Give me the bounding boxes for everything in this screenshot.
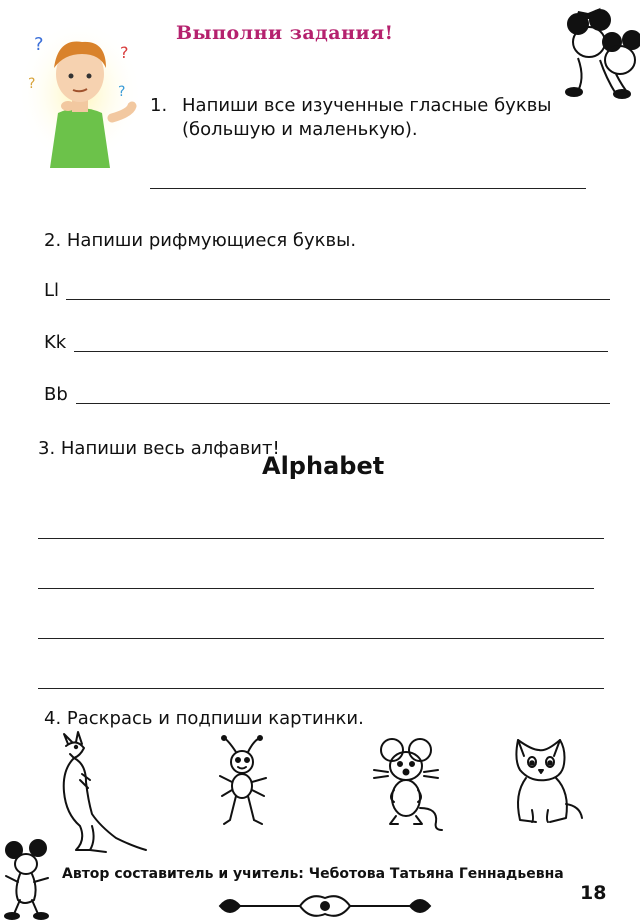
task-2-row-label: Ll — [44, 280, 60, 301]
task-2-row-label: Kk — [44, 332, 67, 353]
task-2-row-label: Bb — [44, 384, 68, 405]
thinking-boy-illustration — [20, 18, 150, 168]
svg-text:?: ? — [118, 84, 126, 100]
alphabet-answer-line[interactable] — [38, 538, 604, 539]
kangaroo-picture[interactable] — [40, 730, 150, 860]
mouse-picture[interactable] — [368, 736, 448, 832]
author-credit: Автор составитель и учитель: Чеботова Татьяна Геннадьевна — [62, 866, 564, 882]
svg-text:?: ? — [34, 34, 44, 55]
task-2-answer-line[interactable] — [74, 351, 608, 352]
page-title: Выполни задания! — [176, 22, 394, 44]
task-1-number: 1. — [150, 95, 168, 116]
task-1-text: Напиши все изученные гласные буквы (большую и маленькую). — [182, 95, 552, 140]
ornament-flourish — [210, 888, 440, 922]
task-3-text: 3. Напиши весь алфавит! — [38, 438, 280, 459]
kitten-picture[interactable] — [506, 734, 586, 830]
mickey-minnie-illustration — [556, 8, 638, 98]
task-2-answer-line[interactable] — [66, 299, 610, 300]
alphabet-answer-line[interactable] — [38, 638, 604, 639]
svg-text:?: ? — [28, 76, 36, 92]
alphabet-heading: Alphabet — [262, 452, 385, 480]
task-1-answer-line[interactable] — [150, 188, 586, 189]
svg-text:?: ? — [120, 43, 129, 62]
task-4-text: 4. Раскрась и подпиши картинки. — [44, 708, 364, 729]
alphabet-answer-line[interactable] — [38, 588, 594, 589]
page-number: 18 — [580, 882, 607, 904]
task-2-text: 2. Напиши рифмующиеся буквы. — [44, 230, 357, 251]
task-2-answer-line[interactable] — [76, 403, 610, 404]
mickey-illustration — [4, 840, 54, 920]
alphabet-answer-line[interactable] — [38, 688, 604, 689]
ant-picture[interactable] — [214, 736, 274, 832]
